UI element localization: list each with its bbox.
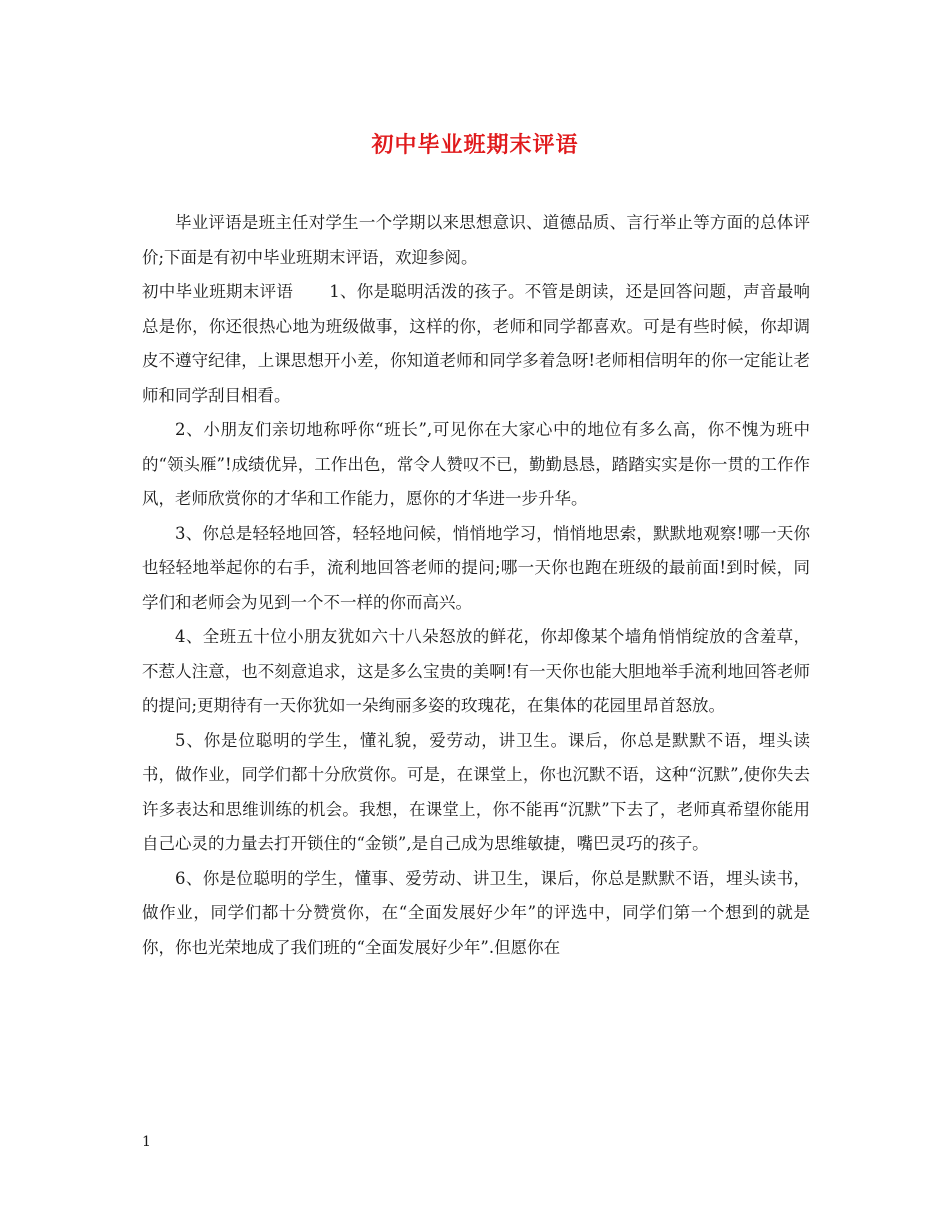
comment-3-paragraph: 3、你总是轻轻地回答，轻轻地问候，悄悄地学习，悄悄地思索，默默地观察!哪一天你也轻轻地举起你的右手，流利地回答老师的提问;哪一天你也跑在班级的最前面!到时候，同学们和老师会为见到一个不一样的你而高兴。 <box>142 523 810 612</box>
intro-paragraph: 毕业评语是班主任对学生一个学期以来思想意识、道德品质、言行举止等方面的总体评价;下面是有初中毕业班期末评语，欢迎参阅。 <box>142 213 810 267</box>
document-title: 初中毕业班期末评语 <box>371 132 579 158</box>
comment-5-paragraph: 5、你是位聪明的学生，懂礼貌，爱劳动，讲卫生。课后，你总是默默不语，埋头读书，做作业，同学们都十分欣赏你。可是，在课堂上，你也沉默不语，这种“沉默”,使你失去许多表达和思维训练的机会。我想，在课堂上，你不能再“沉默”下去了，老师真希望你能用自己心灵的力量去打开锁住的“金锁”,是自己成为思维敏捷，嘴巴灵巧的孩子。 <box>142 730 810 853</box>
comment-1-text: 1、你是聪明活泼的孩子。不管是朗读，还是回答问题，声音最响总是你，你还很热心地为班级做事，这样的你，老师和同学都喜欢。可是有些时候，你却调皮不遵守纪律，上课思想开小差，你知道老师和同学多着急呀!老师相信明年的你一定能让老师和同学刮目相看。 <box>142 282 811 405</box>
comment-2-paragraph: 2、小朋友们亲切地称呼你“班长”,可见你在大家心中的地位有多么高，你不愧为班中的“领头雁”!成绩优异，工作出色，常令人赞叹不已，勤勤恳恳，踏踏实实是你一贯的工作作风，老师欣赏你的才华和工作能力，愿你的才华进一步升华。 <box>142 420 810 508</box>
comment-4-paragraph: 4、全班五十位小朋友犹如六十八朵怒放的鲜花，你却像某个墙角悄悄绽放的含羞草，不惹人注意，也不刻意追求，这是多么宝贵的美啊!有一天你也能大胆地举手流利地回答老师的提问;更期待有一天你犹如一朵绚丽多姿的玫瑰花，在集体的花园里昂首怒放。 <box>142 627 810 715</box>
document-body <box>142 206 810 965</box>
page-number: 1 <box>142 1134 151 1150</box>
comment-6-paragraph: 6、你是位聪明的学生，懂事、爱劳动、讲卫生，课后，你总是默默不语，埋头读书，做作业，同学们都十分赞赏你，在“全面发展好少年”的评选中，同学们第一个想到的就是你，你也光荣地成了我们班的“全面发展好少年”.但愿你在 <box>142 868 810 957</box>
section-label: 初中毕业班期末评语 <box>142 282 294 301</box>
first-comment-paragraph <box>142 275 810 413</box>
